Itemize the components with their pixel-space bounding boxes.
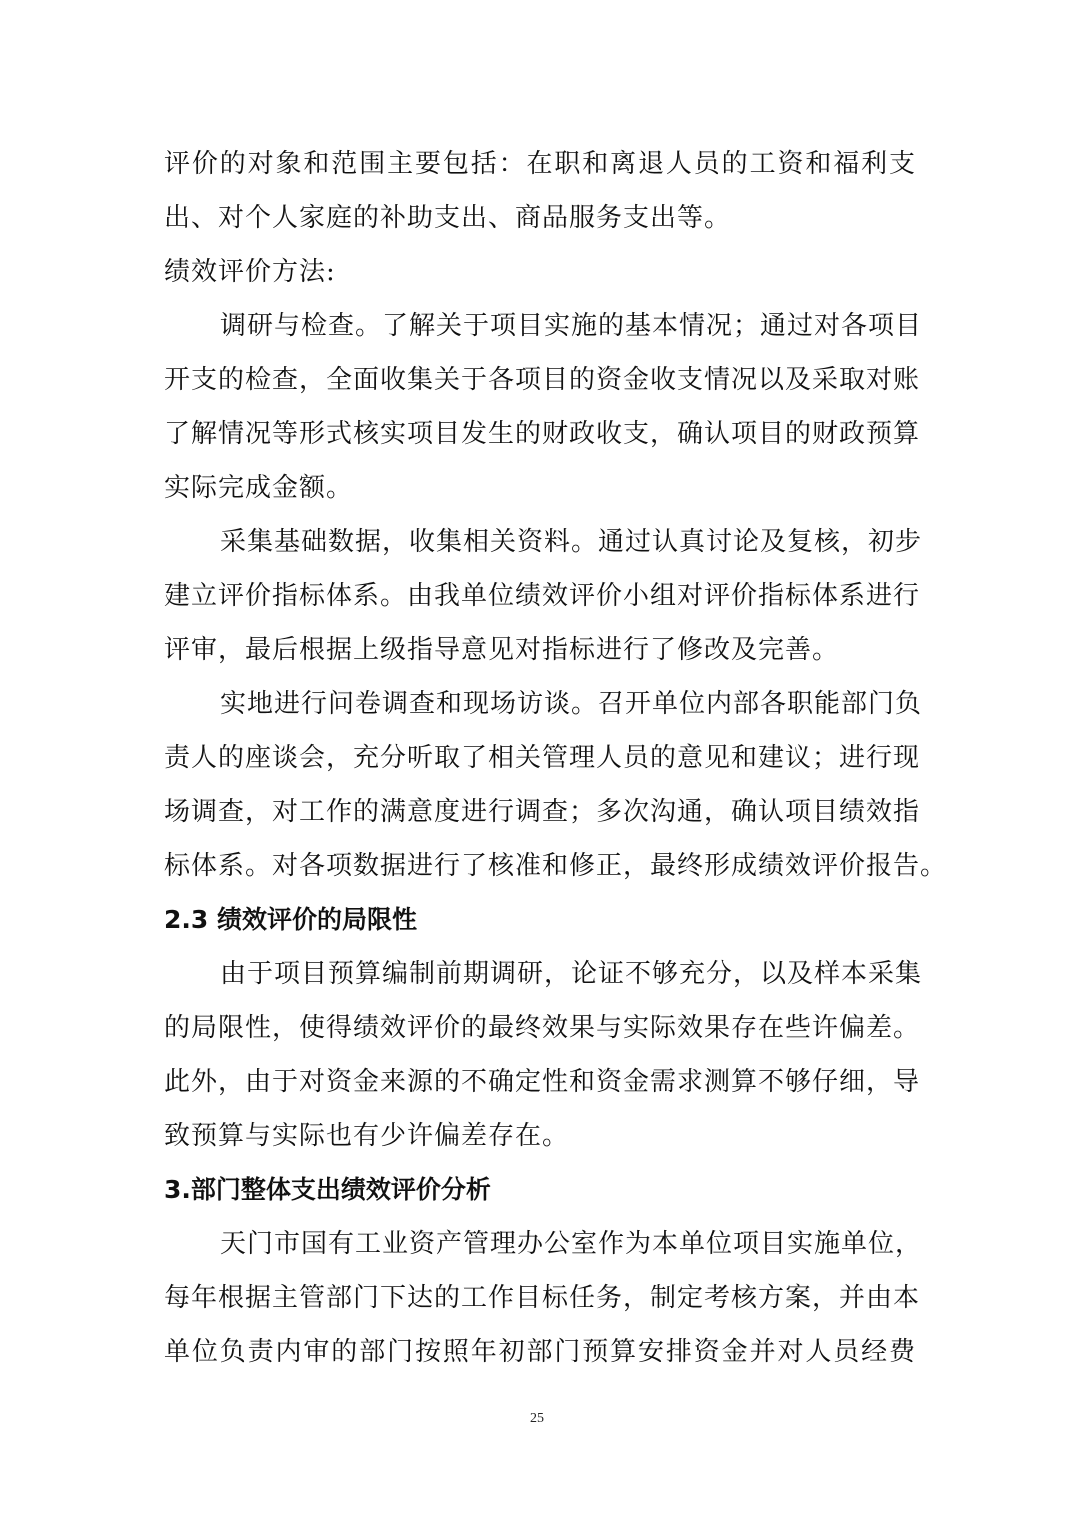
body-text-line: 责人的座谈会，充分听取了相关管理人员的意见和建议；进行现 — [164, 743, 921, 773]
document-body — [164, 137, 948, 1379]
body-text-line: 绩效评价方法: — [164, 257, 336, 287]
body-text-line: 建立评价指标体系。由我单位绩效评价小组对评价指标体系进行 — [164, 581, 921, 611]
paragraph-first-line: 实地进行问卷调查和现场访谈。召开单位内部各职能部门负 — [220, 689, 923, 719]
section-heading: 2.3 绩效评价的局限性 — [164, 905, 417, 934]
paragraph-first-line: 天门市国有工业资产管理办公室作为本单位项目实施单位， — [220, 1229, 923, 1259]
paragraph-first-line: 由于项目预算编制前期调研，论证不够充分，以及样本采集 — [220, 959, 923, 989]
body-text-line: 开支的检查，全面收集关于各项目的资金收支情况以及采取对账 — [164, 365, 921, 395]
body-text-line: 场调查，对工作的满意度进行调查；多次沟通，确认项目绩效指 — [164, 797, 921, 827]
paragraph-first-line: 调研与检查。了解关于项目实施的基本情况；通过对各项目 — [220, 311, 923, 341]
body-text-line: 出、对个人家庭的补助支出、商品服务支出等。 — [164, 203, 732, 233]
body-text-line: 此外，由于对资金来源的不确定性和资金需求测算不够仔细，导 — [164, 1067, 921, 1097]
body-text-line: 实际完成金额。 — [164, 473, 354, 503]
paragraph-first-line: 采集基础数据，收集相关资料。通过认真讨论及复核，初步 — [220, 527, 923, 557]
body-text-line: 评审，最后根据上级指导意见对指标进行了修改及完善。 — [164, 635, 840, 665]
body-text-line: 了解情况等形式核实项目发生的财政收支，确认项目的财政预算 — [164, 419, 921, 449]
body-text-line: 致预算与实际也有少许偏差存在。 — [164, 1121, 570, 1151]
section-heading: 3.部门整体支出绩效评价分析 — [164, 1175, 491, 1204]
body-text-line: 单位负责内审的部门按照年初部门预算安排资金并对人员经费 — [164, 1337, 916, 1367]
body-text-line: 的局限性，使得绩效评价的最终效果与实际效果存在些许偏差。 — [164, 1013, 921, 1043]
body-text-line: 标体系。对各项数据进行了核准和修正，最终形成绩效评价报告。 — [164, 851, 948, 881]
body-text-line: 评价的对象和范围主要包括：在职和离退人员的工资和福利支 — [164, 149, 916, 179]
body-text-line: 每年根据主管部门下达的工作目标任务，制定考核方案，并由本 — [164, 1283, 921, 1313]
page-number: 25 — [530, 1411, 544, 1426]
